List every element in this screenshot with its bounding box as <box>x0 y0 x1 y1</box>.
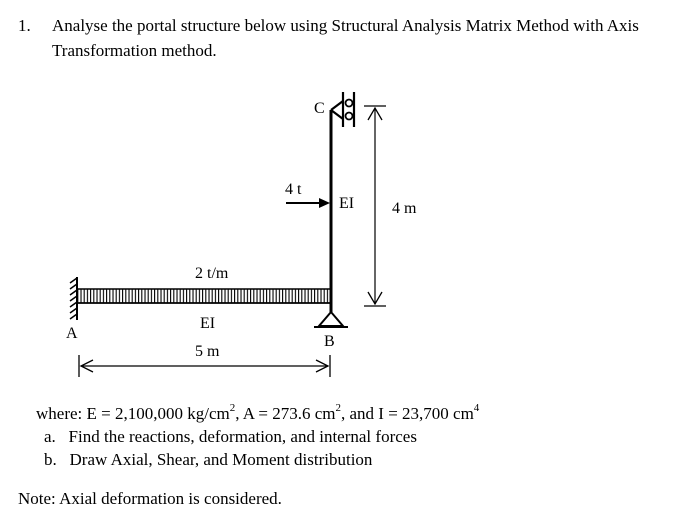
node-a-label: A <box>66 325 78 342</box>
roller-support-c <box>331 92 354 127</box>
question-text-line-2: Transformation method. <box>52 41 217 60</box>
node-c-label: C <box>314 100 325 117</box>
beam-stiffness-label: EI <box>200 315 216 332</box>
modulus-superscript: 2 <box>229 402 236 415</box>
point-load-label: 4 t <box>285 181 302 198</box>
task-text: Find the reactions, deformation, and internal forces <box>68 427 417 446</box>
task-marker: b. <box>44 450 57 469</box>
note-text: Note: Axial deformation is considered. <box>18 489 282 508</box>
column-height-dimension <box>364 106 386 306</box>
fixed-support-a <box>70 277 77 320</box>
area-text: , A = 273.6 cm <box>235 404 336 423</box>
question-text-line-1: Analyse the portal structure below using Structural Analysis Matrix Method with Axis <box>52 16 639 35</box>
inertia-text: , and I = 23,700 cm <box>340 404 474 423</box>
modulus-text: where: E = 2,100,000 kg/cm <box>36 404 230 423</box>
material-properties <box>36 403 479 425</box>
beam-ab <box>78 289 330 303</box>
point-load-arrow <box>286 198 330 208</box>
node-b-label: B <box>324 333 335 350</box>
beam-length-label: 5 m <box>195 343 220 360</box>
area-superscript: 2 <box>335 402 341 415</box>
inertia-superscript: 4 <box>473 402 480 415</box>
task-item-a <box>44 426 417 448</box>
column-height-label: 4 m <box>392 200 417 217</box>
question-number: 1. <box>18 16 31 35</box>
task-marker: a. <box>44 427 56 446</box>
task-item-b <box>44 449 372 471</box>
task-text: Draw Axial, Shear, and Moment distribution <box>69 450 373 469</box>
distributed-load-label: 2 t/m <box>195 265 229 282</box>
pin-support-b <box>314 312 348 327</box>
column-stiffness-label: EI <box>339 195 355 212</box>
